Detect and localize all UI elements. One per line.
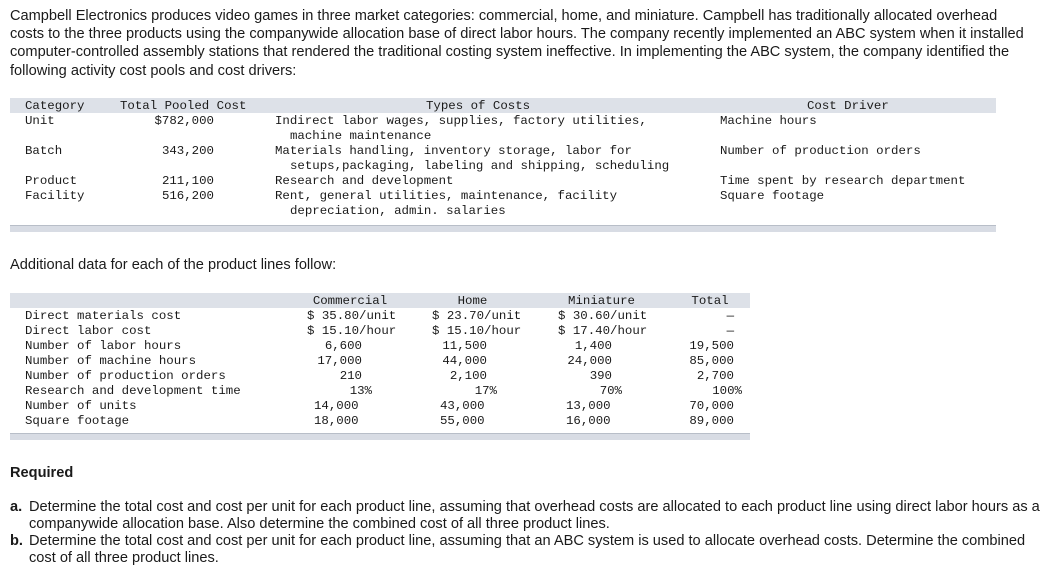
row-facility-total: 516,200 [161, 189, 214, 203]
home-direct-materials: $ 23.70/unit [432, 309, 522, 323]
product-data-table [10, 293, 750, 443]
row-facility-types-line1: Rent, general utilities, maintenance, facility [275, 189, 618, 203]
row-facility-driver: Square footage [720, 189, 825, 203]
required-item-a-text: Determine the total cost and cost per unit for each product line, assuming that overhead costs are allocated to each product line using direct labor hours as a companywide allocation base. Also determine the combined cost of all three product lines. [29, 499, 1040, 532]
row-label-units: Number of units [25, 399, 137, 413]
row-batch-types-line2: setups,packaging, labeling and shipping, scheduling [290, 159, 670, 173]
row-label-square-footage: Square footage [25, 414, 130, 428]
miniature-machine-hours: 24,000 [567, 354, 612, 368]
miniature-production-orders: 390 [589, 369, 612, 383]
row-label-direct-labor: Direct labor cost [25, 324, 152, 338]
total-units: 70,000 [689, 399, 734, 413]
commercial-direct-labor: $ 15.10/hour [307, 324, 397, 338]
home-rd-time: 17% [474, 384, 497, 398]
miniature-direct-labor: $ 17.40/hour [558, 324, 648, 338]
row-batch-types-line1: Materials handling, inventory storage, labor for [275, 144, 632, 158]
commercial-square-footage: 18,000 [314, 414, 359, 428]
row-label-production-orders: Number of production orders [25, 369, 226, 383]
required-list [10, 499, 1040, 567]
required-item-b [10, 533, 1040, 567]
cost-pool-table [10, 98, 996, 232]
header-total-pooled-cost: Total Pooled Cost [120, 99, 247, 113]
commercial-machine-hours: 17,000 [317, 354, 362, 368]
total-direct-materials: — [726, 309, 734, 323]
miniature-units: 13,000 [566, 399, 611, 413]
header-home: Home [457, 294, 488, 308]
home-production-orders: 2,100 [449, 369, 487, 383]
home-direct-labor: $ 15.10/hour [432, 324, 522, 338]
header-total: Total [691, 294, 729, 308]
row-label-direct-materials: Direct materials cost [25, 309, 182, 323]
home-labor-hours: 11,500 [442, 339, 487, 353]
header-types-of-costs: Types of Costs [426, 99, 531, 113]
product-data-footer-bar [10, 433, 750, 440]
row-product-total: 211,100 [161, 174, 214, 188]
home-machine-hours: 44,000 [442, 354, 487, 368]
commercial-labor-hours: 6,600 [324, 339, 362, 353]
commercial-units: 14,000 [314, 399, 359, 413]
cost-pool-footer-bar [10, 225, 996, 232]
total-machine-hours: 85,000 [689, 354, 734, 368]
row-label-machine-hours: Number of machine hours [25, 354, 197, 368]
home-units: 43,000 [440, 399, 485, 413]
total-rd-time: 100% [712, 384, 742, 398]
row-batch-driver: Number of production orders [720, 144, 921, 158]
additional-data-heading: Additional data for each of the product lines follow: [10, 257, 337, 273]
miniature-direct-materials: $ 30.60/unit [558, 309, 648, 323]
total-production-orders: 2,700 [696, 369, 734, 383]
row-unit-driver: Machine hours [720, 114, 817, 128]
required-item-a-label: a. [10, 499, 23, 515]
problem-intro: Campbell Electronics produces video games in three market categories: commercial, home, and miniature. Campbell has traditionally allocated overhead costs to the three products using the companywide allocation base of direct labor hours. The company recently implemented an ABC system when it installed computer-controlled assembly stations that rendered the traditional costing system ineffective. In implementing the ABC system, the company identified the following activity cost pools and cost drivers: [10, 8, 1024, 79]
total-direct-labor: — [726, 324, 734, 338]
row-label-labor-hours: Number of labor hours [25, 339, 182, 353]
row-unit-category: Unit [25, 114, 55, 128]
commercial-production-orders: 210 [339, 369, 362, 383]
required-item-b-label: b. [10, 533, 23, 549]
miniature-labor-hours: 1,400 [574, 339, 612, 353]
miniature-rd-time: 70% [599, 384, 622, 398]
commercial-direct-materials: $ 35.80/unit [307, 309, 397, 323]
required-item-a [10, 499, 1040, 533]
required-heading: Required [10, 465, 74, 481]
commercial-rd-time: 13% [349, 384, 372, 398]
row-batch-category: Batch [25, 144, 63, 158]
miniature-square-footage: 16,000 [566, 414, 611, 428]
row-batch-total: 343,200 [161, 144, 214, 158]
row-unit-types-line2: machine maintenance [290, 129, 432, 143]
row-label-rd-time: Research and development time [25, 384, 241, 398]
header-category: Category [25, 99, 85, 113]
row-product-types-line1: Research and development [275, 174, 454, 188]
header-miniature: Miniature [568, 294, 635, 308]
row-product-driver: Time spent by research department [720, 174, 966, 188]
total-square-footage: 89,000 [689, 414, 734, 428]
required-item-b-text: Determine the total cost and cost per unit for each product line, assuming that an ABC system is used to allocate overhead costs. Determine the combined cost of all three product lines. [29, 533, 1026, 566]
header-cost-driver: Cost Driver [807, 99, 889, 113]
header-commercial: Commercial [312, 294, 388, 308]
total-labor-hours: 19,500 [689, 339, 734, 353]
home-square-footage: 55,000 [440, 414, 485, 428]
row-facility-types-line2: depreciation, admin. salaries [290, 204, 506, 218]
row-unit-total: $782,000 [154, 114, 214, 128]
row-product-category: Product [25, 174, 78, 188]
row-facility-category: Facility [25, 189, 85, 203]
row-unit-types-line1: Indirect labor wages, supplies, factory utilities, [275, 114, 647, 128]
